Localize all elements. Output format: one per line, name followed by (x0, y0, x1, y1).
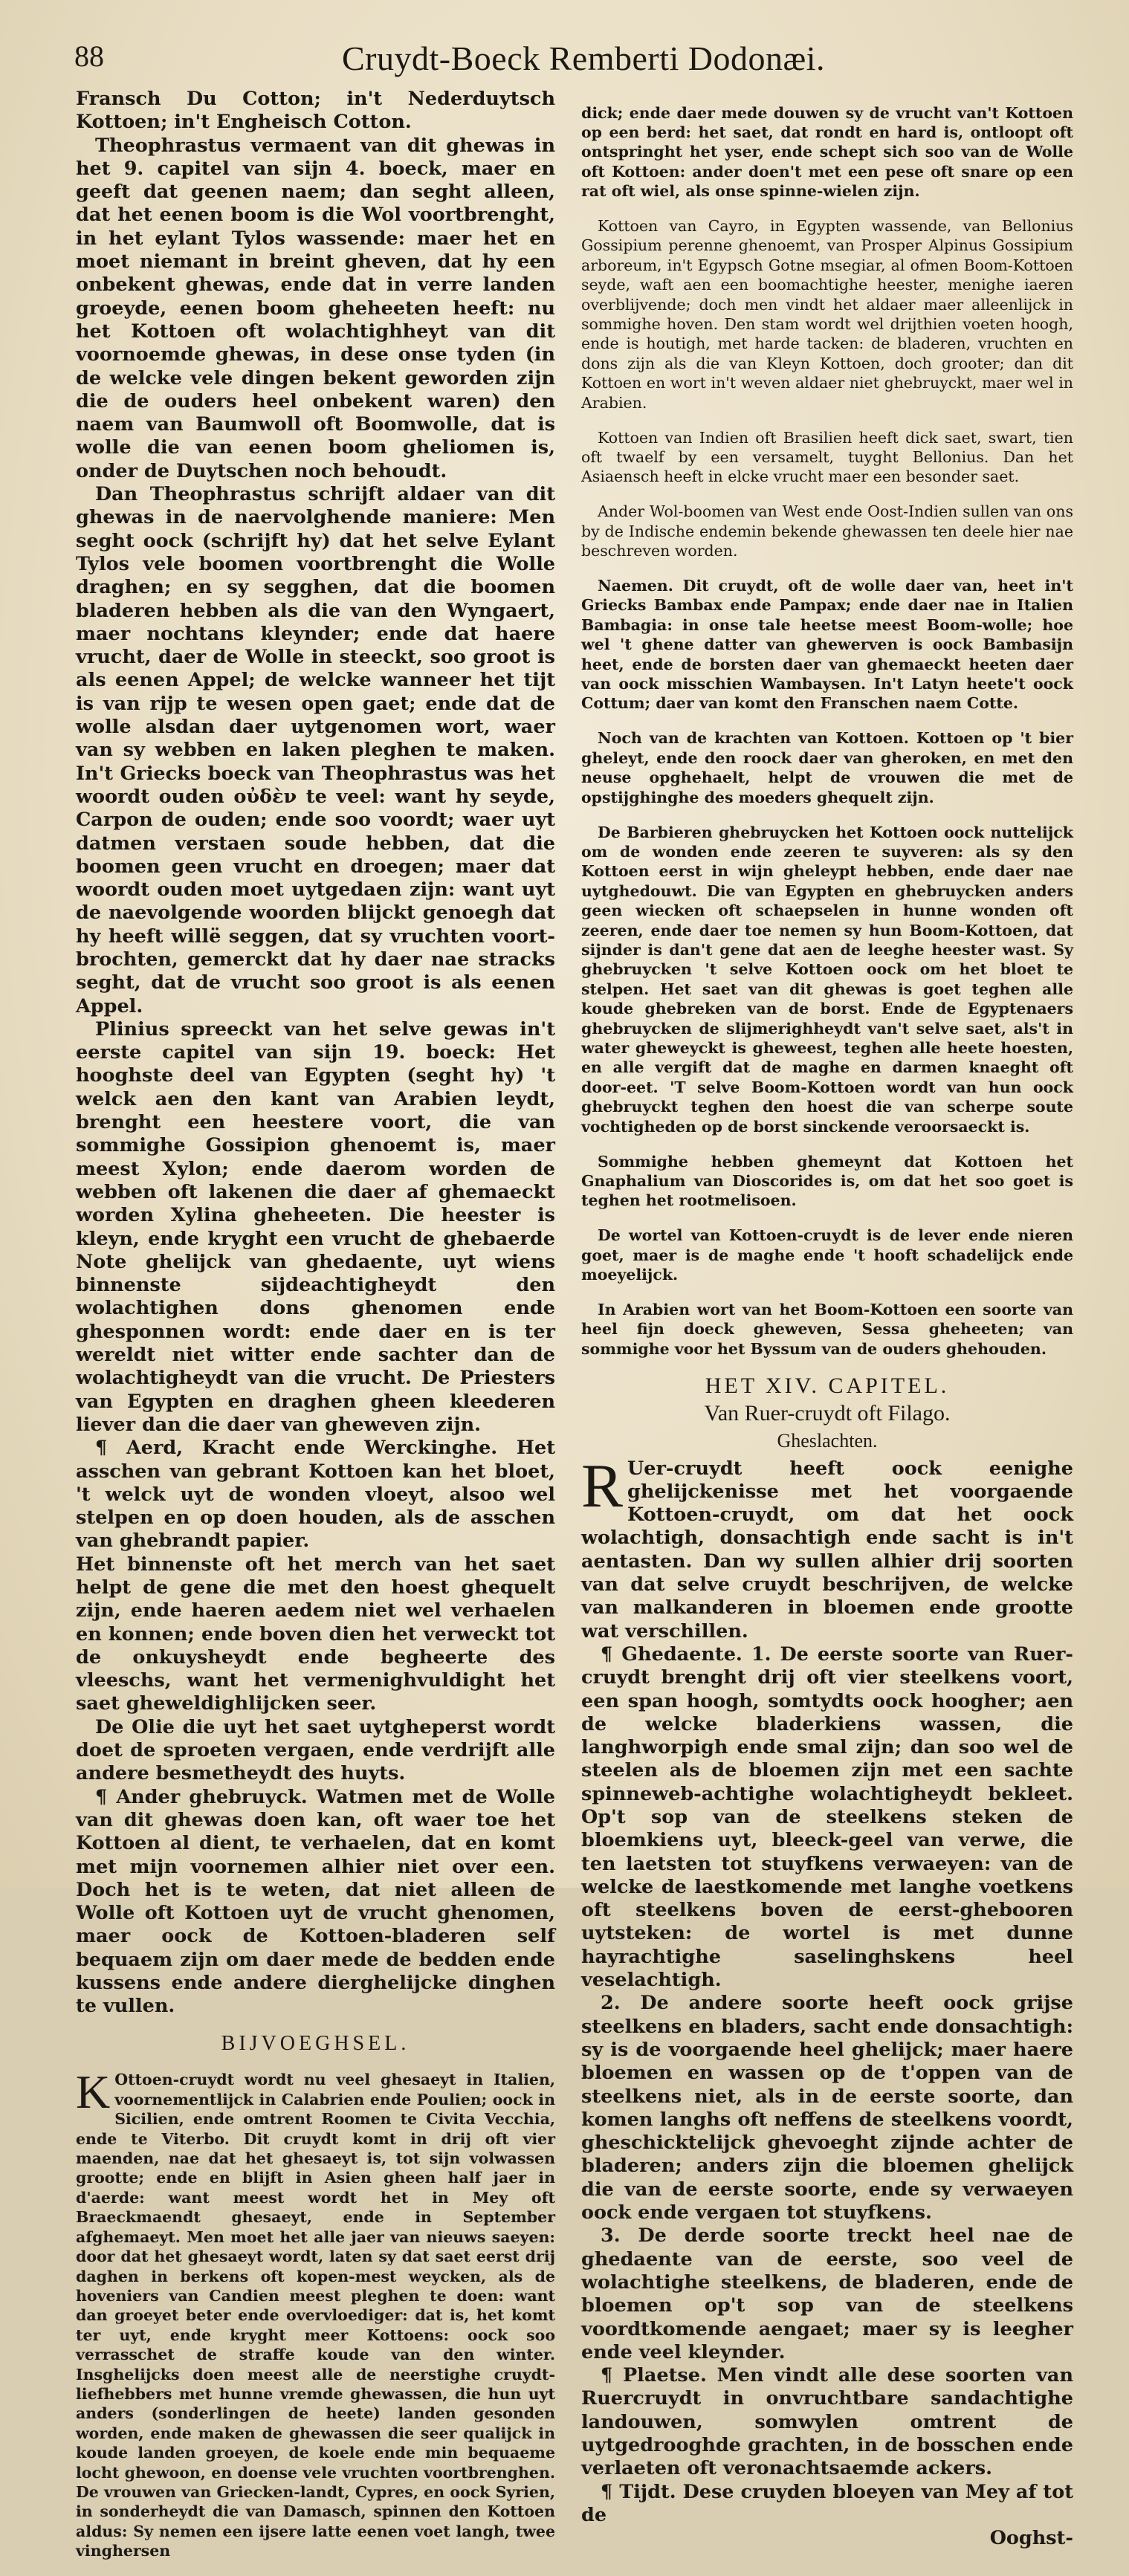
paragraph: De Barbieren ghebruycken het Kottoen oock nuttelijck om de wonden ende zeeren te suyveren: als sy den Kottoen eerst in wijn gheleypt hebben, ende daer nae uytghedouwt. Die van Egypten en ghebruycken anders geen wiecken oft schaepselen in hunne wonden oft zeeren, ende daer toe nemen sy hun Boom-Kottoen, dat sijnder is dan't gene dat aen de leeghe heester wast. Sy ghebruycken 't selve Kottoen oock om het bloet te stelpen. Het saet van dit ghewas is goet teghen alle koude ghebreken van de borst. Ende de Egyptenaers ghebruycken de slijmerighheydt van't selve saet, als't in water gheweyckt is gheweest, teghen alle heete hoesten, en alle vergift dat de maghe en darmen knaeght oft door-eet. 'T selve Boom-Kottoen wordt van hun oock ghebruyckt teghen den hoest die van scherpe soute vochtigheden op de borst sinckende veroorsaeckt is. (581, 823, 1073, 1136)
paragraph: De Olie die uyt het saet uytgheperst wordt doet de sproeten vergaen, ende verdrijft alle andere besmetheydt des huyts. (76, 1715, 555, 1785)
subsection-heading: Gheslachten. (777, 1430, 878, 1452)
catchword: Ooghst- (989, 2527, 1073, 2550)
paragraph: Ander Wol-boomen van West ende Oost-Indien sullen van ons by de Indische endemin bekende ghewassen ten deele hier nae beschreven worden. (581, 502, 1073, 560)
page-header (74, 39, 1055, 83)
paragraph: Dan Theophrastus schrijft aldaer van dit ghewas in de naervolghende maniere: Men seght oock (schrijft hy) dat het selve Eylant Tylos vele boomen voortbrenght die Wolle draghen; en sy segghen, dat die boomen bladeren hebben als die van den Wyngaert, maer nochtans kleynder; ende dat haere vrucht, daer de Wolle in steeckt, soo groot is als eenen Appel; de welcke wanneer het tijt is van rijp te wesen open gaet; ende dat de wolle alsdan daer uytgenomen wort, waer van sy webben en laken pleghen te maken. In't Griecks boeck van Theophrastus was het woordt ouden οὐδὲν te veel: want hy seyde, Carpon de ouden; ende soo voordt; waer uyt datmen verstaen soude hebben, dat die boomen geen vrucht en droegen; maer dat woordt ouden moet uytgedaen zijn: want uyt de naevolgende woorden blijckt genoegh dat hy heeft willë seggen, dat sy vruchten voort-brochten, gemerckt dat hy daer nae stracks seght, dat de vrucht soo groot is als eenen Appel. (76, 483, 555, 1017)
right-column (581, 88, 1073, 2551)
paragraph: ¶ Ander ghebruyck. Watmen met de Wolle van dit ghewas doen kan, oft waer toe het Kottoen al dient, te verhaelen, dat en komt met mijn voornemen alhier niet over een. Doch het is te weten, dat niet alleen de Wolle oft Kottoen uyt de vrucht ghenomen, maer oock de Kottoen-bladeren self bequaem zijn om daer mede de bedden ende kussens ende andere dierghelijcke dinghen te vullen. (76, 1785, 555, 2018)
paragraph: Sommighe hebben ghemeynt dat Kottoen het Gnaphalium van Dioscorides is, om dat het soo goet is teghen het rootmelisoen. (581, 1152, 1073, 1210)
paragraph-text: Uer-cruydt heeft oock eenighe ghelijckenisse met het voorgaende Kottoen-cruydt, om dat het oock wolachtigh, donsachtigh ende sacht is in't aentasten. Dan wy sullen alhier drij soorten van dat selve cruydt beschrijven, de welcke van malkanderen in bloemen ende grootte wat verschillen. (581, 1457, 1073, 1643)
paragraph: Noch van de krachten van Kottoen. Kottoen op 't bier gheleyt, ende den roock daer van gheroken, en met den neuse opghehaelt, helpt de vrouwen die met de opstijghinghe des moeders ghequelt zijn. (581, 729, 1073, 806)
paragraph: Kottoen van Cayro, in Egypten wassende, van Bellonius Gossipium perenne ghenoemt, van Prosper Alpinus Gossipium arboreum, in't Egypsch Gotne msegiar, al ofmen Boom-Kottoen seyde, waft aen een boomachtighe heester, menighe iaeren overblijvende; doch men vindt het aldaer maer alleenlijck in sommighe hoven. Den stam wordt wel drijthien voeten hoogh, ende is houtigh, met harde tacken: de bladeren, vruchten en dons zijn als die van Kleyn Kottoen, doch grooter; dan dit Kottoen en wort in't weven aldaer niet ghebruyckt, maer wel in Arabien. (581, 217, 1073, 412)
drop-cap: K (76, 2065, 111, 2119)
supplement-text: Ottoen-cruydt wordt nu veel ghesaeyt in Italien, voornementlijck in Calabrien ende Poulien; oock in Sicilien, ende omtrent Roomen te Civita Vecchia, ende te Viterbo. Dit cruydt komt in drij oft vier maenden, nae dat het ghesaeyt is, tot sijn volwassen grootte; ende en blijft in Asien gheen half jaer in d'aerde: want meest wordt het in Mey oft Braeckmaendt ghesaeyt, ende in September afghemaeyt. Men moet het alle jaer van nieuws saeyen: door dat het ghesaeyt wordt, laten sy dat saet eerst drij daghen in berkens oft kopen-mest weycken, als de hoveniers van Candien meest pleghen te doen: want dan groeyet beter ende overvloediger: dat is, het komt ter uyt, ende kryght meer Kottoens: oock soo verrasschet de straffe koude van den winter. Insghelijcks doen meest alle de neerstighe cruydt-liefhebbers met hunne vremde ghewassen, die hun uyt anders (sonderlingen de heete) landen gesonden worden, ende maken de ghewassen die seer qualijck in koude landen groeyen, de koele ende min bequaeme locht ghewoon, en doense vele vruchten voortbrenghen. De vrouwen van Griecken-landt, Cypres, en oock Syrien, in sonderheydt die van Damasch, spinnen den Kottoen aldus: Sy nemen een ijsere latte eenen voet langh, twee vinghersen (76, 2071, 555, 2560)
paragraph: dick; ende daer mede douwen sy de vrucht van't Kottoen op een berd: het saet, dat rondt en hard is, ontloopt oft ontspringht het yser, ende schept sich soo van de Wolle oft Kottoen: ander doen't met een pese oft snare op een rat oft wiel, als onse spinne-wielen zijn. (581, 103, 1073, 201)
running-title: Cruydt-Boeck Remberti Dodonæi. (342, 39, 825, 77)
paragraph: 3. De derde soorte treckt heel nae de ghedaente van de eerste, soo veel de wolachtighe steelkens, de bladeren, ende de bloemen op't sop van de steelkens voordtkomende aengaet; maer sy is leegher ende veel kleynder. (581, 2224, 1073, 2363)
supplement-paragraph (76, 2065, 555, 2560)
paragraph: Naemen. Dit cruydt, oft de wolle daer van, heet in't Griecks Bambax ende Pampax; ende daer nae in Italien Bambagia: in onse tale heetse meest Boom-wolle; hoe wel 't ghene datter van ghewerven is oock Bambasijn heet, ende de borsten daer van ghemaeckt heeten daer van oock misschien Wambaysen. In't Latyn heete't oock Cottum; daer van komt den Franschen naem Cotte. (581, 577, 1073, 713)
chapter-subtitle: Van Ruer-cruydt oft Filago. (704, 1400, 951, 1425)
chapter-title: HET XIV. CAPITEL. (705, 1373, 950, 1398)
left-column (76, 88, 555, 2576)
paragraph: ¶ Aerd, Kracht ende Werckinghe. Het asschen van gebrant Kottoen kan het bloet, 't welck uyt de wonden vloeyt, alsoo wel stelpen en op doen houden, als de asschen van ghebrandt papier. (76, 1437, 555, 1553)
paragraph: Plinius spreeckt van het selve gewas in't eerste capitel van sijn 19. boeck: Het hooghste deel van Egypten (seght hy) 't welck aen den kant van Arabien leydt, brenght een heestere voort, die van sommighe Gossipion ghenoemt is, maer meest Xylon; ende daerom worden de webben oft lakenen die daer af ghemaeckt worden Xylina gheheeten. Die heester is kleyn, ende kryght een vrucht de ghebaerde Note ghelijck van ghedaente, uyt wiens binnenste sijdeachtigheydt den wolachtighen dons ghenomen ende ghesponnen wordt: ende daer en is ter wereldt niet witter ende sachter dan de wolachtigheydt van die vrucht. De Priesters van Egypten en draghen gheen kleederen liever dan die daer van gheweven zijn. (76, 1017, 555, 1436)
page-number: 88 (74, 39, 104, 73)
paragraph: Theophrastus vermaent van dit ghewas in het 9. capitel van sijn 4. boeck, maer en geeft dat geenen naem; dan seght alleen, dat het eenen boom is die Wol voortbrenght, in het eylant Tylos wassende: maer het en moet niemant in breint gheven, dat hy een onbekent ghewas, ende dat in verre landen groeyde, eenen boom gheheeten heeft: nu het Kottoen oft wolachtighheyt van dit voornoemde ghewas, in dese onse tyden (in de welcke vele dingen bekent geworden zijn die de ouders heel onbekent waren) den naem van Baumwoll oft Boomwolle, dat is wolle die van eenen boom gheliomen is, onder de Duytschen noch behoudt. (76, 134, 555, 482)
drop-cap: R (581, 1451, 624, 1521)
paragraph: Kottoen van Indien oft Brasilien heeft dick saet, swart, tien oft twaelf by een versamelt, tuyght Bellonius. Dan het Asiaensch heeft in elcke vrucht maer een besonder saet. (581, 428, 1073, 486)
paragraph: Het binnenste oft het merch van het saet helpt de gene die met den hoest ghequelt zijn, ende haeren aedem niet wel verhaelen en konnen; ende boven dien het verweckt tot de onkuysheydt ende begheerte des vleeschs, want het vermenighvuldight het saet gheweldighlijcken seer. (76, 1553, 555, 1715)
paragraph: ¶ Plaetse. Men vindt alle dese soorten van Ruercruydt in onvruchtbare sandachtighe landouwen, somwylen omtrent de uytgedrooghde grachten, in de bosschen ende verlaeten oft veronachtsaemde ackers. (581, 2364, 1073, 2480)
paragraph: De wortel van Kottoen-cruydt is de lever ende nieren goet, maer is de maghe ende 't hooft schadelijck ende moeyelijck. (581, 1226, 1073, 1284)
paragraph: ¶ Ghedaente. 1. De eerste soorte van Ruer-cruydt brenght drij oft vier steelkens voort, een span hoogh, somtydts oock hoogher; aen de welcke bladerkiens wassen, die langhworpigh ende smal zijn; dan soo wel de steelen als de bloemen zijn met een sachte spinneweb-achtighe wolachtigheydt bekleet. Op't sop van de steelkens steken de bloemkiens uyt, bleeck-geel van verwe, die ten laetsten tot stuyfkens verwaeyen: van de welcke de laestkomende met langhe voetkens oft steelkens boven de eerst-ghebooren uytsteken: de wortel is met dunne hayrachtighe saselinghskens heel veselachtigh. (581, 1643, 1073, 1992)
paragraph: Fransch Du Cotton; in't Nederduytsch Kottoen; in't Engheisch Cotton. (76, 88, 555, 134)
chapter-opening-paragraph (581, 1451, 1073, 1643)
paragraph: In Arabien wort van het Boom-Kottoen een soorte van heel fijn doeck gheweven, Sessa gheheeten; van sommighe voor het Byssum van de ouders ghehouden. (581, 1300, 1073, 1358)
paragraph: ¶ Tijdt. Dese cruyden bloeyen van Mey af tot de (581, 2480, 1073, 2526)
paragraph: 2. De andere soorte heeft oock grijse steelkens en bladers, sacht ende donsachtigh: sy is de voorgaende heel ghelijck; maer haere bloemen en wassen op de t'oppen van de steelkens niet, als in de eerste soorte, dan komen langhs oft neffens de steelkens voordt, gheschicktelijck ghevoeght zijnde achter de bladeren; anders zijn die bloemen ghelijck die van de eerste soorte, ende sy verwaeyen oock ende vergaen tot stuyfkens. (581, 1992, 1073, 2224)
section-title: BIJVOEGHSEL. (221, 2031, 410, 2055)
